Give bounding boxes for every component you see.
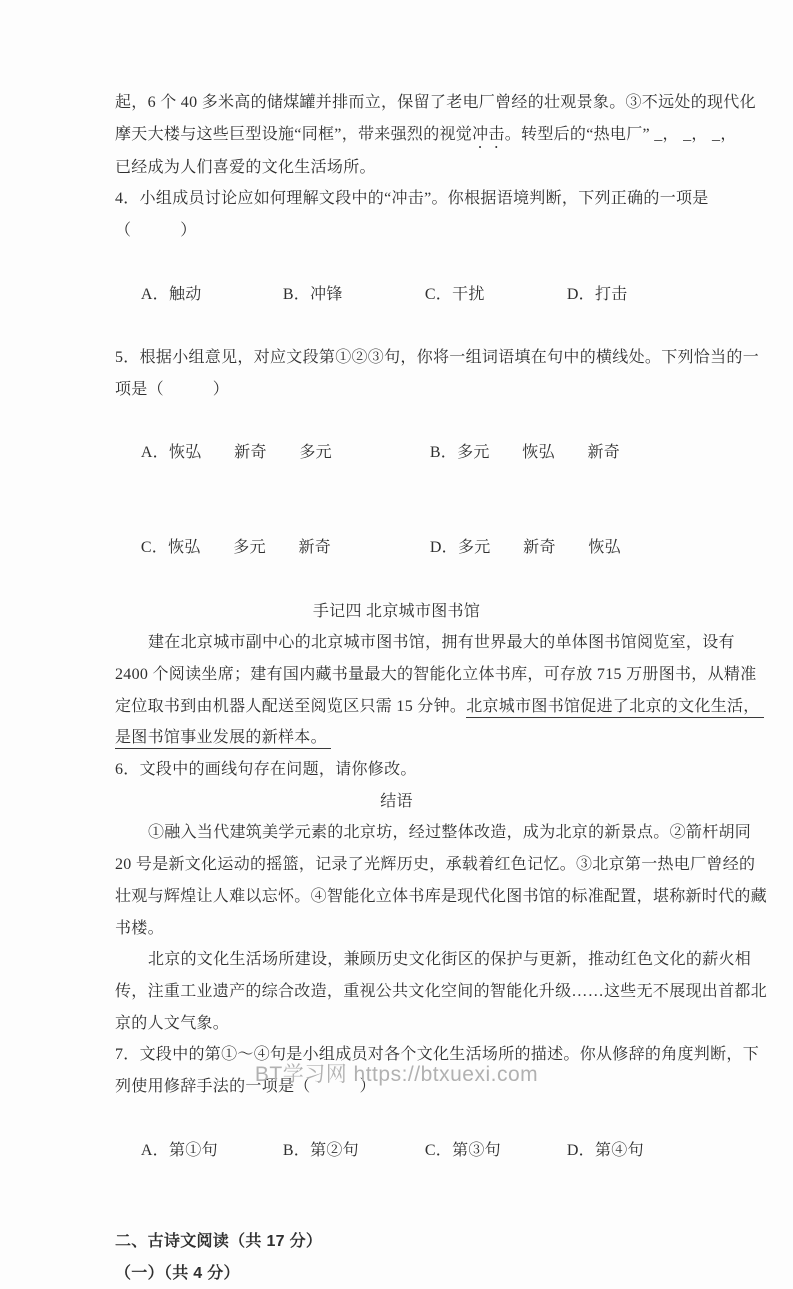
library-paragraph-line-1: 建在北京城市副中心的北京城市图书馆，拥有世界最大的单体图书馆阅览室，设有 — [148, 634, 735, 652]
question-4-option-c: C．干扰 — [424, 285, 485, 303]
question-4-option-a: A．触动 — [140, 285, 202, 303]
summary-paragraph-line-3: 京的人文气象。 — [115, 1014, 230, 1032]
question-4-options-row — [115, 247, 678, 342]
summary-paragraph-line-2: 传，注重工业遗产的综合改造，重视公共文化空间的智能化升级……这些无不展现出首都北 — [115, 982, 768, 1000]
intro-paragraph-line-2 — [115, 119, 737, 152]
question-7-option-b: B．第②句 — [282, 1141, 359, 1159]
library-paragraph-line-4 — [115, 722, 678, 754]
underlined-sentence-part-1: 北京城市图书馆促进了北京的文化生活， — [466, 698, 764, 718]
intro-line2-text-after: 。转型后的“热电厂” — [504, 125, 650, 143]
question-7-option-d: D．第④句 — [566, 1141, 644, 1159]
conclusion-paragraph-line-4: 书楼。 — [115, 919, 164, 937]
question-5-options-row-2 — [115, 500, 678, 595]
library-paragraph-line-3 — [115, 691, 764, 723]
conclusion-heading: 结语 — [380, 792, 413, 810]
intro-line2-text: 摩天大楼与这些巨型设施“同框”，带来强烈的视觉 — [115, 125, 473, 143]
question-5-option-c: C．恢弘 多元 新奇 — [140, 539, 332, 557]
watermark-site-credit: BT学习网 https://btxuexi.com — [254, 1063, 539, 1086]
question-7-options-row — [115, 1103, 678, 1198]
emphasis-dotted-word: 冲击 — [472, 125, 505, 143]
question-4-option-b: B．冲锋 — [282, 285, 343, 303]
conclusion-paragraph-line-1: ①融入当代建筑美学元素的北京坊，经过整体改造，成为北京的新景点。②箭杆胡同 — [148, 824, 752, 842]
section-2-part-1-heading: （一）（共 4 分） — [115, 1264, 240, 1282]
question-5-stem-line-2: 项是（ ） — [115, 380, 230, 398]
library-paragraph-line-2: 2400 个阅读坐席；建有国内藏书量最大的智能化立体书库，可存放 715 万册图书，从精准 — [115, 665, 757, 683]
question-5-option-a: A．恢弘 新奇 多元 — [140, 444, 332, 462]
question-4-stem-line-1: 4．小组成员讨论应如何理解文段中的“冲击”。你根据语境判断，下列正确的一项是 — [115, 190, 709, 208]
notes-section-heading: 手记四 北京城市图书馆 — [312, 602, 481, 620]
conclusion-paragraph-line-2: 20 号是新文化运动的摇篮，记录了光辉历史，承载着红色记忆。③北京第一热电厂曾经的 — [115, 856, 756, 874]
section-2-heading: 二、古诗文阅读（共 17 分） — [115, 1232, 323, 1250]
fill-in-blank-marks: _， _， _， — [649, 125, 737, 143]
conclusion-paragraph-line-3: 壮观与辉煌让人难以忘怀。④智能化立体书库是现代化图书馆的标准配置，堪称新时代的藏 — [115, 887, 768, 905]
question-5-stem-line-1: 5．根据小组意见，对应文段第①②③句，你将一组词语填在句中的横线处。下列恰当的一 — [115, 348, 760, 366]
question-6-stem: 6．文段中的画线句存在问题，请你修改。 — [115, 761, 417, 779]
question-7-option-c: C．第③句 — [424, 1141, 501, 1159]
intro-paragraph-line-3: 已经成为人们喜爱的文化生活场所。 — [115, 158, 376, 176]
summary-paragraph-line-1: 北京的文化生活场所建设，兼顾历史文化街区的保护与更新，推动红色文化的薪火相 — [148, 951, 752, 969]
intro-paragraph-line-1: 起，6 个 40 多米高的储煤罐并排而立，保留了老电厂曾经的壮观景象。③不远处的现代化 — [115, 94, 756, 111]
underlined-sentence-part-2: 是图书馆事业发展的新样本。 — [115, 729, 331, 749]
question-7-stem-line-1: 7．文段中的第①～④句是小组成员对各个文化生活场所的描述。你从修辞的角度判断，下 — [115, 1046, 760, 1064]
question-4-answer-parentheses: （ ） — [115, 222, 197, 240]
library-line3-text: 定位取书到由机器人配送至阅览区只需 15 分钟。 — [115, 697, 467, 715]
question-5-option-d: D．多元 新奇 恢弘 — [429, 539, 621, 557]
question-7-stem-line-2: 列使用修辞手法的一项是（ ） — [115, 1078, 376, 1096]
question-4-option-d: D．打击 — [566, 285, 628, 303]
document-body — [115, 87, 768, 1289]
question-5-options-row-1 — [115, 405, 678, 500]
question-7-option-a: A．第①句 — [140, 1141, 218, 1159]
question-5-option-b: B．多元 恢弘 新奇 — [429, 444, 621, 462]
